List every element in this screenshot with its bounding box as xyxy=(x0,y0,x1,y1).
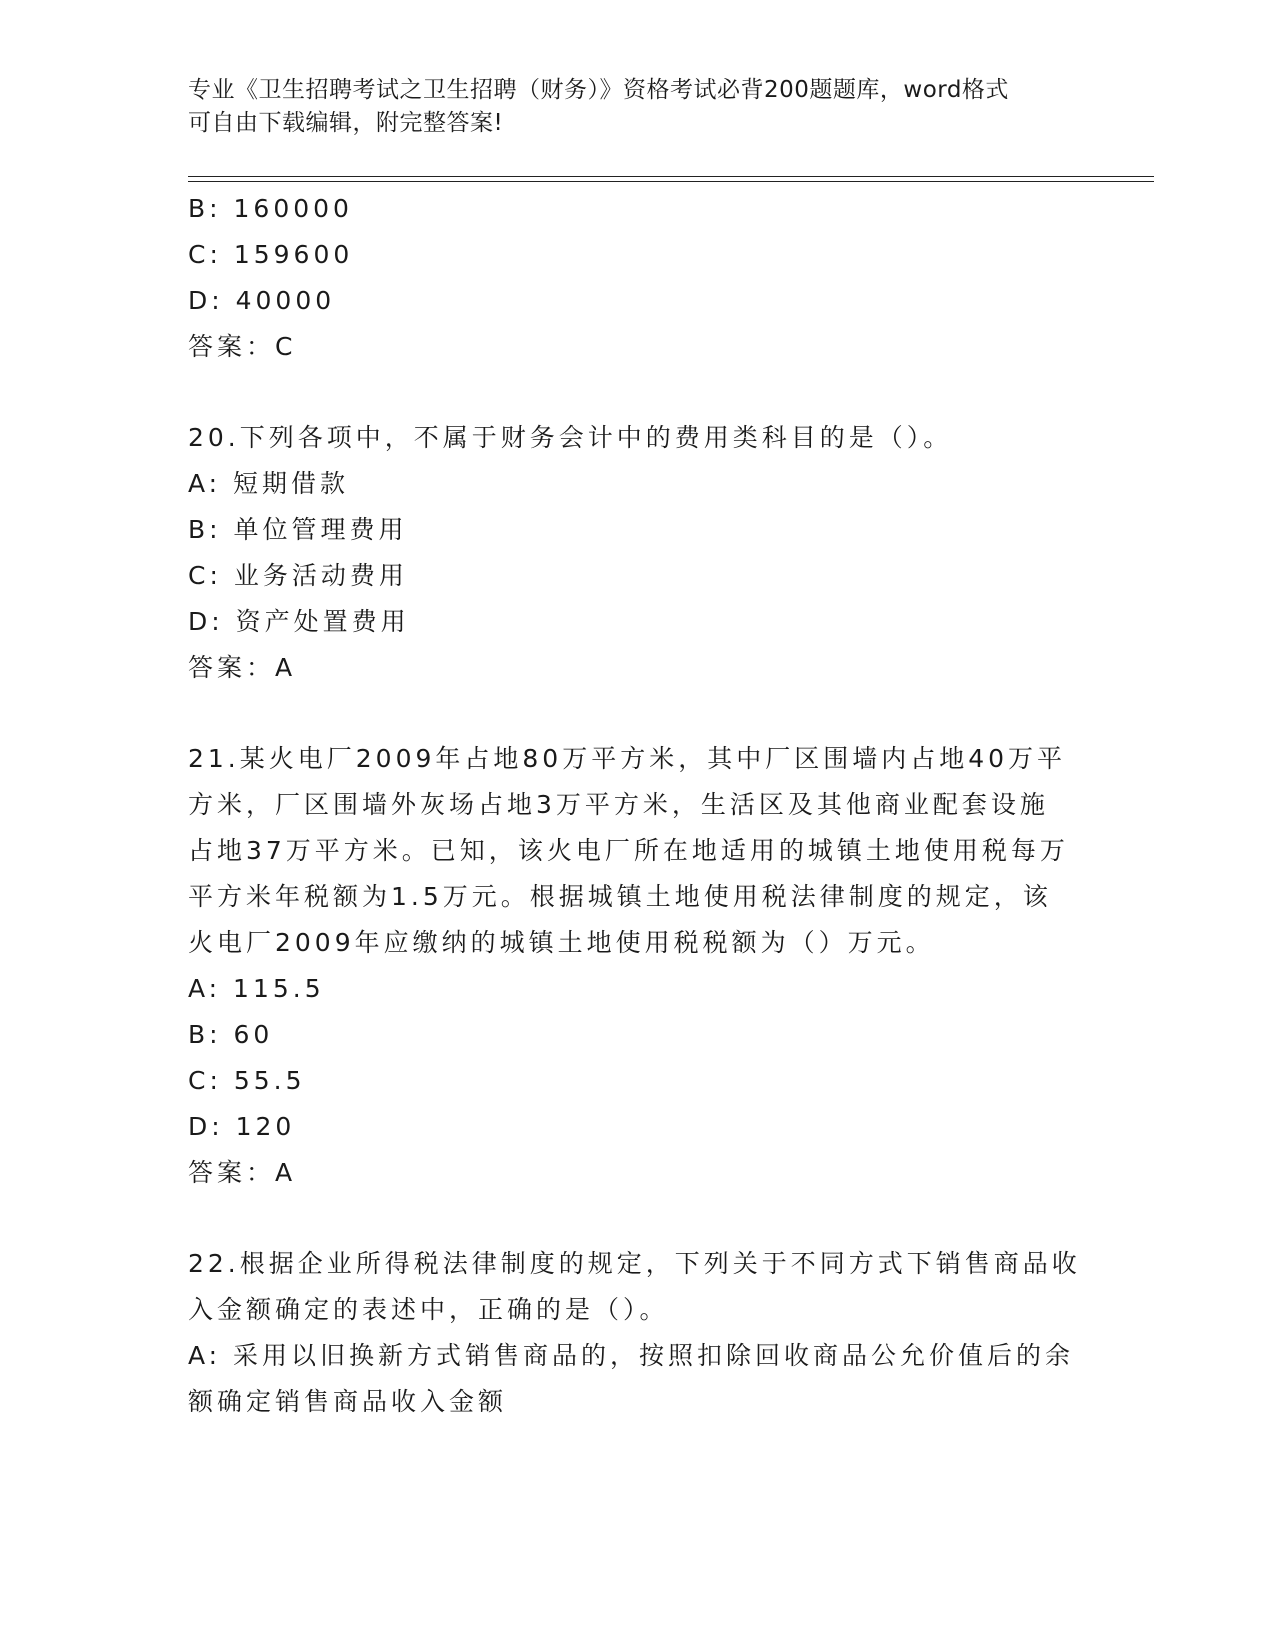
option-a-line-2: 额确定销售商品收入金额 xyxy=(188,1387,508,1416)
question-20 xyxy=(188,415,1088,691)
question-stem-line-3: 占地37万平方米。已知，该火电厂所在地适用的城镇土地使用税每万 xyxy=(188,836,1069,865)
question-stem-line-2: 方米，厂区围墙外灰场占地3万平方米，生活区及其他商业配套设施 xyxy=(188,790,1049,819)
header-title-line-1: 专业《卫生招聘考试之卫生招聘（财务）》资格考试必背200题题库，word格式 xyxy=(188,77,1009,103)
option-c: C: 55.5 xyxy=(188,1066,306,1095)
option-d: D: 120 xyxy=(188,1112,296,1141)
option-b: B: 60 xyxy=(188,1020,274,1049)
option-c: C: 159600 xyxy=(188,240,354,269)
question-content xyxy=(188,186,1088,1425)
question-stem-line-4: 平方米年税额为1.5万元。根据城镇土地使用税法律制度的规定，该 xyxy=(188,882,1052,911)
option-a: A: 短期借款 xyxy=(188,469,350,498)
header-title-line-2: 可自由下载编辑，附完整答案! xyxy=(188,110,504,136)
option-b: B: 160000 xyxy=(188,194,353,223)
header-rule-top xyxy=(188,176,1154,177)
question-22 xyxy=(188,1241,1088,1425)
answer-line: 答案：A xyxy=(188,1158,297,1187)
question-19-tail xyxy=(188,186,1088,370)
answer-line: 答案：C xyxy=(188,332,297,361)
option-d: D: 40000 xyxy=(188,286,336,315)
spacer xyxy=(188,691,1088,736)
spacer xyxy=(188,370,1088,415)
option-b: B: 单位管理费用 xyxy=(188,515,408,544)
question-stem: 20.下列各项中，不属于财务会计中的费用类科目的是（）。 xyxy=(188,423,953,452)
question-stem-line-5: 火电厂2009年应缴纳的城镇土地使用税税额为（）万元。 xyxy=(188,928,935,957)
question-stem-line-1: 22.根据企业所得税法律制度的规定，下列关于不同方式下销售商品收 xyxy=(188,1249,1081,1278)
question-21 xyxy=(188,736,1088,1196)
option-a: A: 115.5 xyxy=(188,974,325,1003)
option-c: C: 业务活动费用 xyxy=(188,561,408,590)
option-a-line-1: A: 采用以旧换新方式销售商品的，按照扣除回收商品公允价值后的余 xyxy=(188,1341,1075,1370)
document-header xyxy=(188,74,1078,140)
option-d: D: 资产处置费用 xyxy=(188,607,410,636)
question-stem-line-1: 21.某火电厂2009年占地80万平方米，其中厂区围墙内占地40万平 xyxy=(188,744,1067,773)
header-rule-bottom xyxy=(188,181,1154,182)
question-stem-line-2: 入金额确定的表述中，正确的是（）。 xyxy=(188,1295,669,1324)
answer-line: 答案：A xyxy=(188,653,297,682)
spacer xyxy=(188,1196,1088,1241)
